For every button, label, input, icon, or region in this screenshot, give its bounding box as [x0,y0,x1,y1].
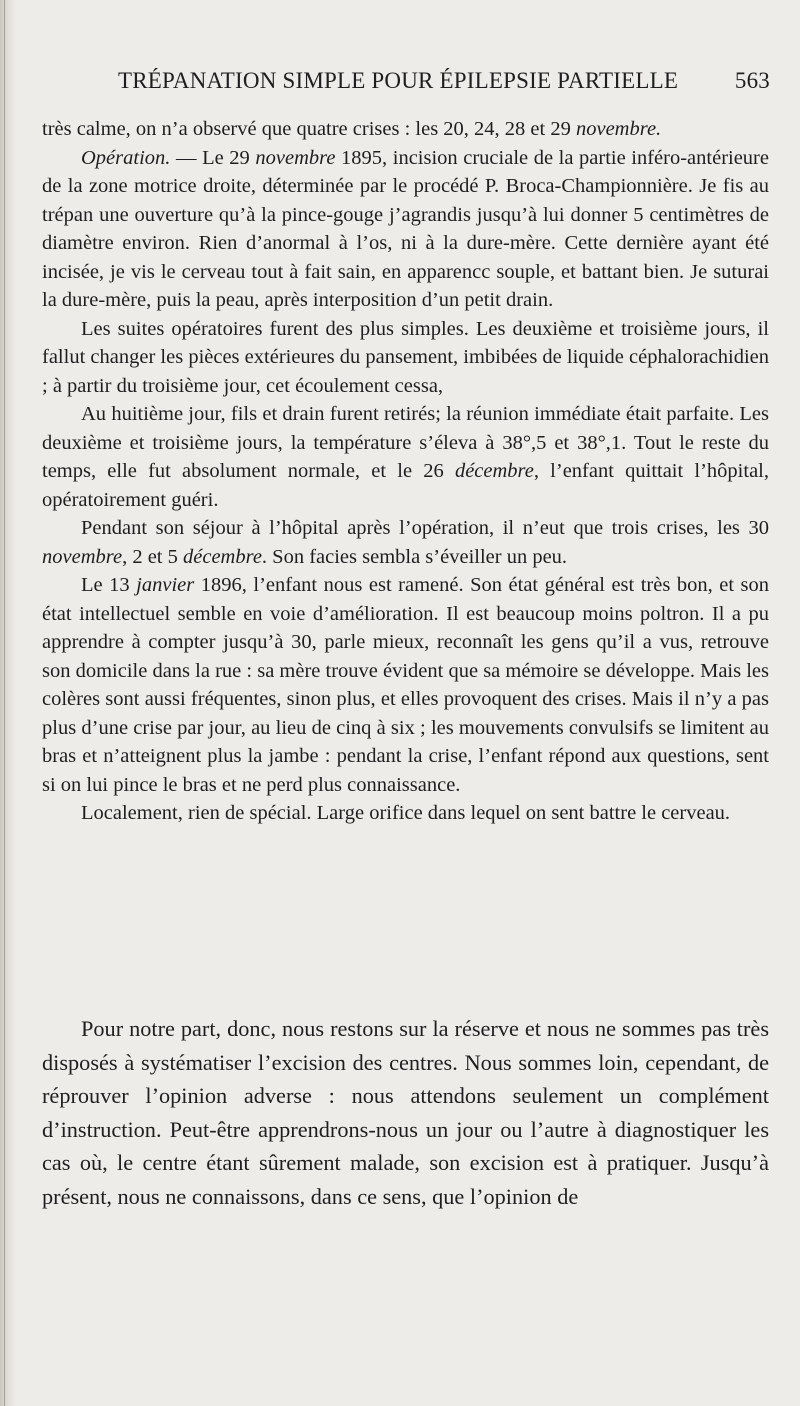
paragraph [42,400,769,514]
paragraph [42,514,769,571]
italic-date: décembre [183,545,262,568]
italic-date: novembre [42,545,123,568]
text-run: 1896, l’enfant nous est ramené. Son état général est très bon, et son état intellectuel semble en voie d’amélioration. Il est beaucoup moins poltron. Il a pu apprendre à compter jusqu’à 30, parle mieux, reconnaît les gens qu’il a vus, retrouve son domicile dans la rue : sa mère trouve évident que sa mémoire se développe. Mais les colères sont aussi fréquentes, sinon plus, et elles provoquent des crises. Mais il n’y a pas plus d’une crise par jour, au lieu de cinq à six ; les mouvements convulsifs se limitent au bras et n’atteignent plus la jambe : pendant la crise, l’enfant répond aux questions, sent si on lui pince le bras et ne perd plus connaissance. [42,574,770,796]
italic-date: novembre [255,146,336,169]
italic-date: novembre. [575,118,662,140]
text-run: très calme, on n’a observé que quatre crises : les 20, 24, 28 et [42,118,551,140]
conclusion-paragraph: Pour notre part, donc, nous restons sur la réserve et nous ne sommes pas très disposés à systématiser l’excision des centres. Nous sommes loin, cependant, de réprouver l’opinion adverse : nous attendons seulement un complément d’instruction. Peut-être apprendrons-nous un jour ou l’autre à diagnostiquer les cas où, le centre étant sûrement malade, son excision est à pratiquer. Jusqu’à présent, nous ne connaissons, dans ce sens, que l’opinion de [42,1016,769,1209]
text-run: Localement, rien de spécial. Large orifice dans lequel on sent battre le cerveau. [81,802,731,824]
italic-date: janvier [136,574,195,596]
text-run: , 2 et 5 [122,545,183,568]
paragraph [42,799,769,828]
case-report-text [42,115,769,828]
italic-date: décembre [454,460,534,482]
text-run: Pendant son séjour à l’hôpital après l’opération, il n’eut que trois crises, les 30 [81,517,769,539]
paragraph [42,315,769,401]
section-heading-operation: Opération. [81,146,171,169]
margin-line [4,0,5,1406]
page-edge-shadow [0,0,16,1406]
paragraph [42,115,769,144]
text-run: Le 13 [81,574,137,596]
page-number: 563 [734,68,770,93]
text-run: 1895, incision cruciale de la partie inféro-antérieure de la zone motrice droite, déterminée par le procédé P. Broca-Championnière. Je fis au trépan une ouverture qu’à la pince-gouge j’agrandis jusqu’à lui donner 5 centimètres de diamètre environ. Rien d’anormal à l’os, ni à la dure-mère. Cette dernière ayant été incisée, je vis le cerveau tout à fait sain, en apparencc souple, et battant bien. Je suturai la dure-mère, puis la peau, après interposition d’un petit drain. [42,146,769,311]
text-run: — Le 29 [170,146,256,169]
text-run: . Son facies sembla s’éveiller un peu. [261,545,568,568]
text-run: Au huitième jour, fils et drain furent retirés; la réunion immédiate était parfaite. Les deuxième et troisième jours, la température s’éleva à 38°,5 et 38°,1. Tout le reste du temps, elle fut absolument normale, et le 26 [42,403,769,482]
paragraph-operation [42,144,769,315]
running-title: TRÉPANATION SIMPLE POUR ÉPILEPSIE PARTIELLE [118,68,679,93]
text-run: , l’enfant quittait l’hôpital, opératoirement guéri. [42,460,769,511]
running-header [118,68,770,98]
text-run: Les suites opératoires furent des plus simples. Les deuxième et troisième jours, il fallut changer les pièces extérieures du pansement, imbibées de liquide céphalorachidien ; à partir du troisième jour, cet écoulement cessa, [42,317,769,397]
conclusion-text [42,1012,769,1213]
paragraph [42,571,769,799]
text-run: 29 [550,118,576,140]
